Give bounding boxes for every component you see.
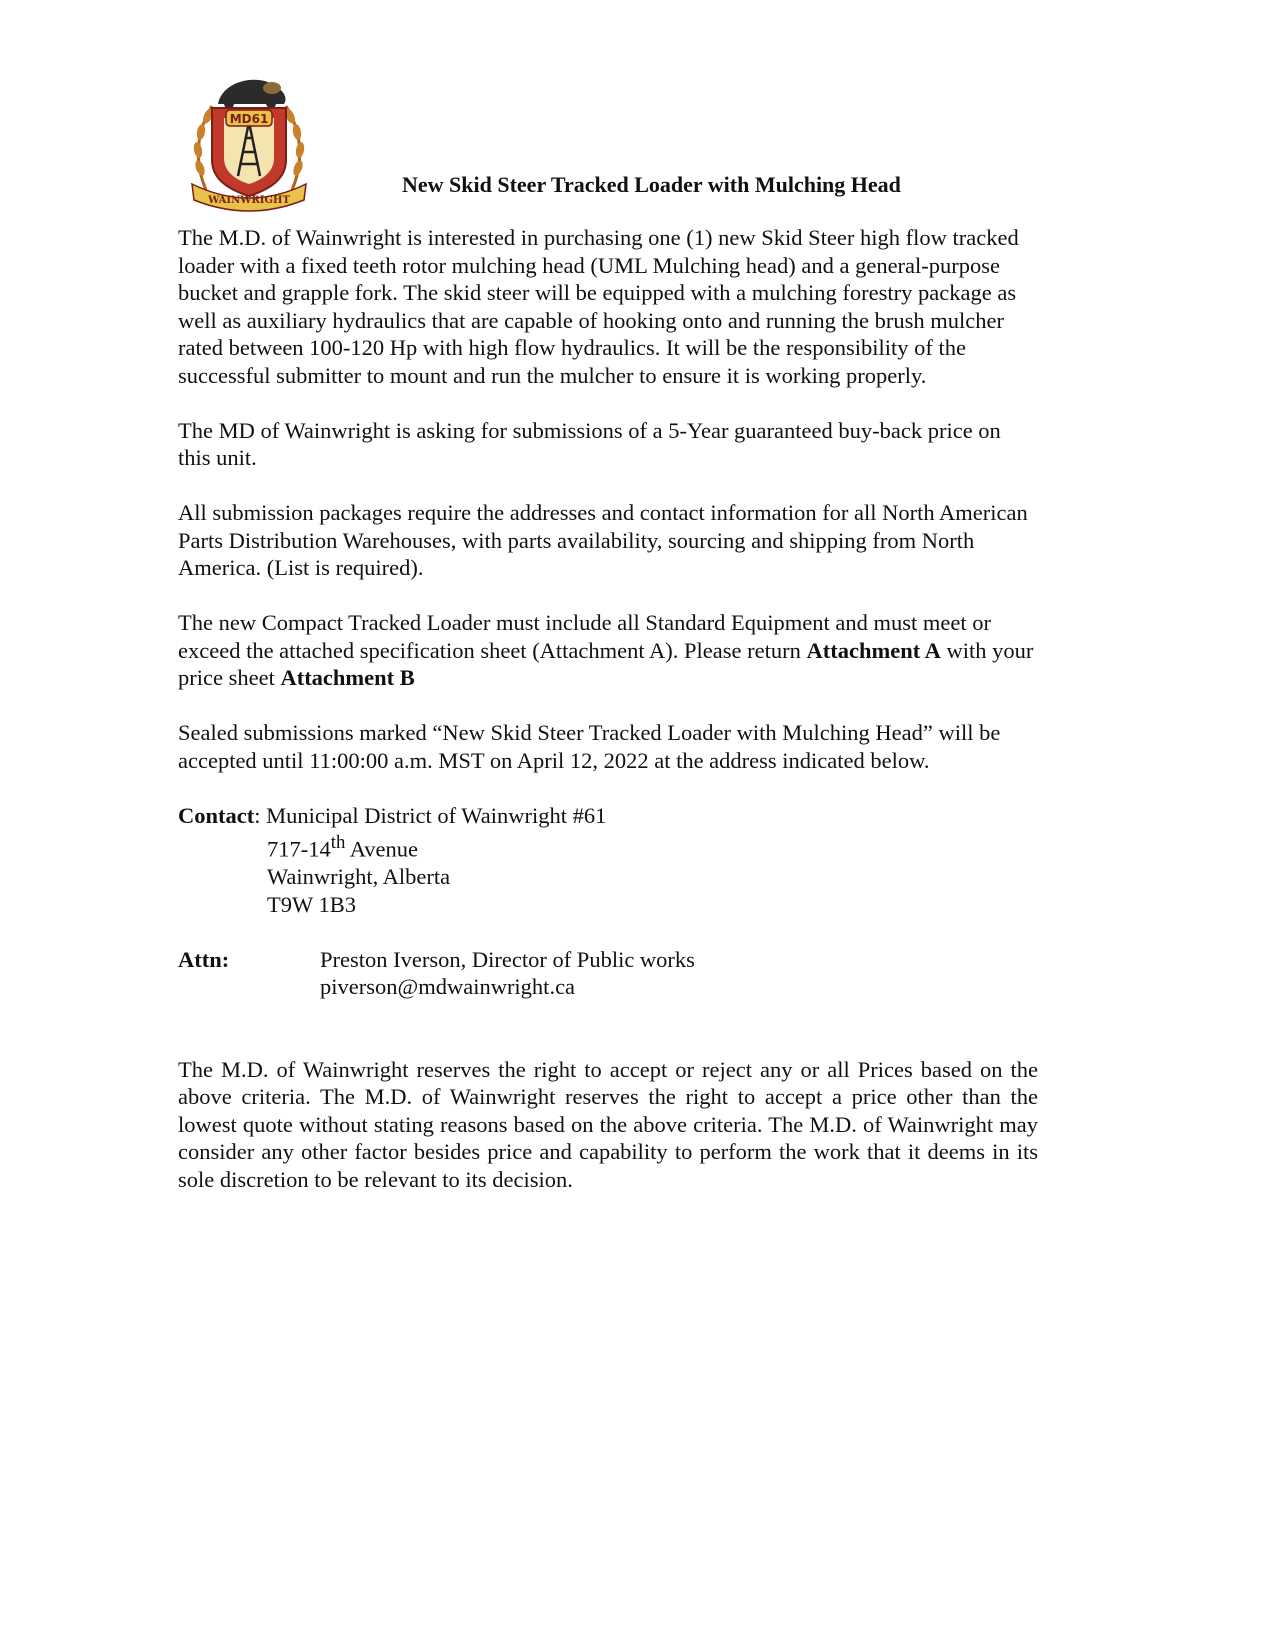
attn-person: Preston Iverson, Director of Public works bbox=[320, 946, 695, 972]
logo-banner-text: WAINWRIGHT bbox=[208, 195, 290, 206]
street-suffix: th bbox=[330, 832, 346, 853]
attn-email[interactable]: piverson@mdwainwright.ca bbox=[320, 974, 576, 999]
attachment-a: Attachment A bbox=[806, 637, 941, 663]
intro-paragraph: The M.D. of Wainwright is interested in purchasing one (1) new Skid Steer high flow tracked loader with a fixed teeth rotor mulching head (UML Mulching head) and a general-purpose bucket and grapple fork. The skid steer will be equipped with a mulching forestry package as well as auxiliary hydraulics that are capable of hooking onto and running the brush mulcher rated between 100-120 Hp with high flow hydraulics. It will be the responsibility of the successful submitter to mount and run the mulcher to ensure it is working properly. bbox=[178, 225, 1019, 388]
parts-paragraph: All submission packages require the addresses and contact information for all North American Parts Distribution Warehouses, with parts availability, sourcing and shipping from North America. (List is required). bbox=[178, 500, 1028, 580]
deadline-paragraph: Sealed submissions marked “New Skid Steer Tracked Loader with Mulching Head” will be accepted until 11:00:00 a.m. MST on April 12, 2022 at the address indicated below. bbox=[178, 720, 1001, 773]
buyback-paragraph: The MD of Wainwright is asking for submissions of a 5-Year guaranteed buy-back price on this unit. bbox=[178, 417, 1001, 470]
rights-paragraph: The M.D. of Wainwright reserves the right to accept or reject any or all Prices based on the above criteria. The M.D. of Wainwright reserves the right to accept a price other than the lowest quote without stating reasons based on the above criteria. The M.D. of Wainwright may consider any other factor besides price and capability to perform the work that it deems in its sole discretion to be relevant to its decision. bbox=[178, 1056, 1038, 1192]
contact-street bbox=[267, 829, 1038, 863]
contact-label: Contact bbox=[178, 802, 255, 828]
contact-block: Contact: Municipal District of Wainwright #61 717-14th Avenue Wainwright, Alberta T9W 1B3 bbox=[178, 802, 1038, 919]
md-wainwright-logo bbox=[188, 72, 310, 214]
contact-postal: T9W 1B3 bbox=[267, 891, 356, 917]
equipment-text-2: with your price sheet bbox=[178, 637, 1034, 690]
contact-city: Wainwright, Alberta bbox=[267, 864, 451, 889]
attn-label: Attn: bbox=[178, 946, 230, 972]
equipment-paragraph bbox=[178, 609, 1038, 692]
document-title: New Skid Steer Tracked Loader with Mulching Head bbox=[402, 172, 901, 197]
attachment-b: Attachment B bbox=[280, 665, 415, 690]
logo-badge-text: MD61 bbox=[229, 112, 269, 126]
street-number: 717-14 bbox=[267, 836, 331, 862]
document-body bbox=[178, 224, 1038, 1221]
equipment-text-1: The new Compact Tracked Loader must include all Standard Equipment and must meet or exceed the attached specification sheet (Attachment A). Please return bbox=[178, 610, 991, 663]
contact-name: Municipal District of Wainwright #61 bbox=[266, 802, 607, 828]
attn-block bbox=[178, 946, 1038, 1001]
street-name: Avenue bbox=[345, 836, 419, 862]
